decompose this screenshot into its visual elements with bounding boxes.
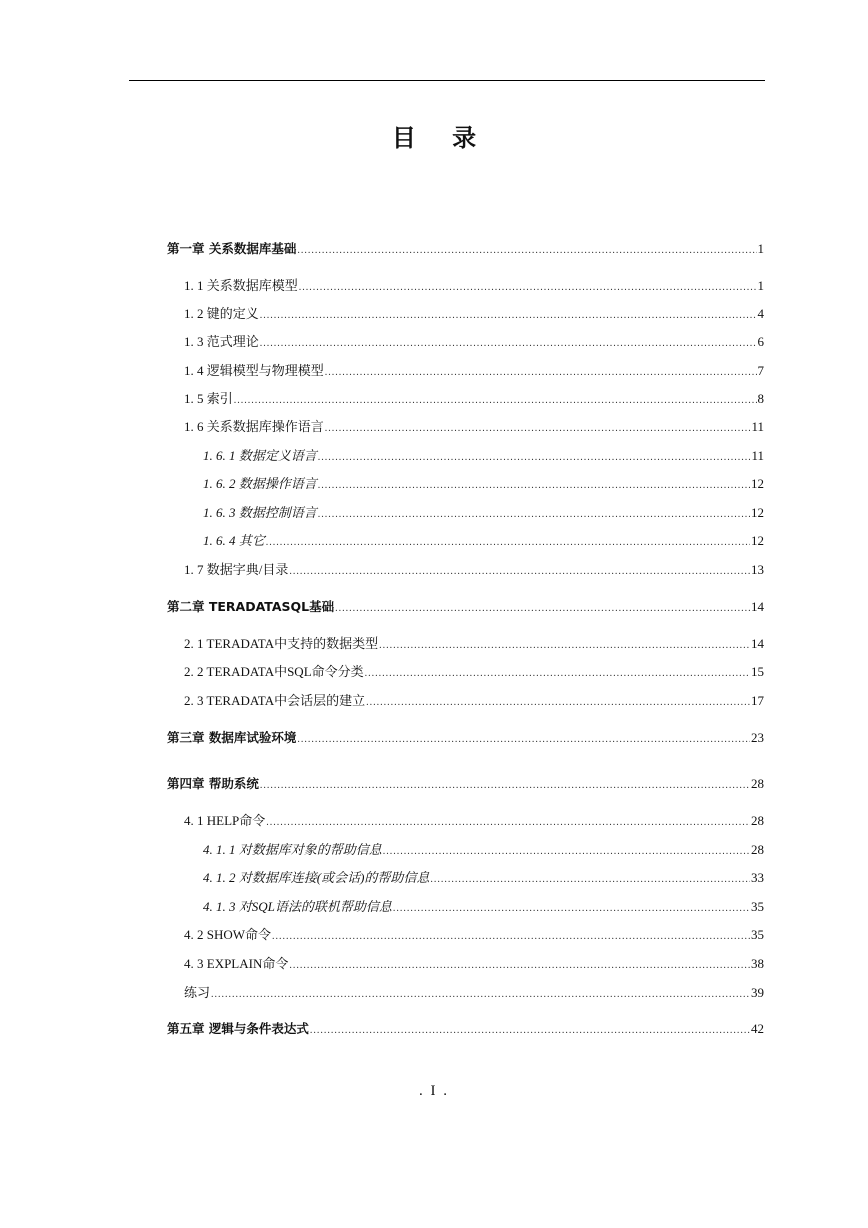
dot-leader: [266, 814, 750, 832]
dot-leader: [266, 534, 750, 552]
toc-entry-label: 1. 6. 2 数据操作语言: [203, 476, 317, 491]
toc-entry-4-1[interactable]: [184, 812, 764, 832]
toc-entry-label: 1. 6. 3 数据控制语言: [203, 505, 317, 520]
toc-entry-1-6[interactable]: [184, 418, 764, 438]
toc-entry-label: 1. 4 逻辑模型与物理模型: [184, 363, 324, 378]
toc-entry-4-1-1[interactable]: [203, 841, 764, 861]
toc-entry-page: 12: [751, 533, 764, 548]
toc-entry-page: 17: [751, 693, 764, 708]
toc-entry-label: 4. 1 HELP命令: [184, 813, 266, 828]
toc-entry-label: 1. 3 范式理论: [184, 334, 259, 349]
toc-entry-label: 1. 7 数据字典/目录: [184, 562, 289, 577]
toc-entry-1-7[interactable]: [184, 561, 764, 581]
dot-leader: [383, 843, 750, 861]
toc-entry-page: 1: [757, 278, 764, 293]
toc-entry-label: 第四章 帮助系统: [167, 776, 259, 791]
toc-entry-1-1[interactable]: [184, 277, 764, 297]
toc-entry-page: 33: [751, 870, 764, 885]
toc-entry-4-1-2[interactable]: [203, 869, 764, 889]
toc-entry-4-2[interactable]: [184, 926, 764, 946]
toc-entry-page: 7: [757, 363, 764, 378]
toc-entry-4-3[interactable]: [184, 955, 764, 975]
toc-entry-page: 28: [751, 842, 764, 857]
dot-leader: [297, 731, 750, 749]
toc-entry-1-6-2[interactable]: [203, 475, 764, 495]
toc-entry-page: 15: [751, 664, 764, 679]
toc-entry-page: 4: [757, 306, 764, 321]
dot-leader: [430, 871, 750, 889]
toc-entry-label: 1. 6. 4 其它: [203, 533, 265, 548]
toc-entry-label: 4. 1. 2 对数据库连接(或会话)的帮助信息: [203, 870, 430, 885]
toc-entry-page: 13: [751, 562, 764, 577]
dot-leader: [260, 307, 757, 325]
toc-entry-page: 11: [751, 419, 764, 434]
toc-entry-page: 1: [757, 241, 764, 256]
dot-leader: [335, 600, 750, 618]
dot-leader: [297, 242, 756, 260]
dot-leader: [211, 986, 750, 1004]
toc-entry-label: 第五章 逻辑与条件表达式: [167, 1021, 309, 1036]
toc-entry-1-6-4[interactable]: [203, 532, 764, 552]
toc-entry-label: 1. 5 索引: [184, 391, 233, 406]
dot-leader: [393, 900, 750, 918]
dot-leader: [325, 420, 751, 438]
toc-entry-page: 28: [751, 813, 764, 828]
dot-leader: [318, 477, 750, 495]
toc-entry-4-1-3[interactable]: [203, 898, 764, 918]
dot-leader: [289, 563, 750, 581]
dot-leader: [310, 1022, 750, 1040]
toc-entry-label: 2. 1 TERADATA中支持的数据类型: [184, 636, 379, 651]
toc-entry-chapter-1[interactable]: [167, 240, 764, 260]
dot-leader: [365, 665, 750, 683]
toc-entry-page: 12: [751, 476, 764, 491]
dot-leader: [289, 957, 750, 975]
dot-leader: [260, 777, 750, 795]
toc-entry-page: 14: [751, 636, 764, 651]
toc-entry-page: 39: [751, 985, 764, 1000]
toc-entry-label: 2. 3 TERADATA中会话层的建立: [184, 693, 366, 708]
toc-entry-chapter-4[interactable]: [167, 775, 764, 795]
toc-entry-page: 11: [751, 448, 764, 463]
toc-entry-label: 第三章 数据库试验环境: [167, 730, 297, 745]
toc-entry-label: 1. 1 关系数据库模型: [184, 278, 298, 293]
toc-entry-label: 1. 2 键的定义: [184, 306, 259, 321]
toc-entry-page: 12: [751, 505, 764, 520]
toc-entry-exercises[interactable]: [184, 984, 764, 1004]
toc-entry-1-3[interactable]: [184, 333, 764, 353]
page-title: 目 录: [391, 124, 491, 152]
toc-entry-label: 1. 6 关系数据库操作语言: [184, 419, 324, 434]
dot-leader: [234, 392, 757, 410]
toc-entry-page: 35: [751, 899, 764, 914]
dot-leader: [272, 928, 750, 946]
toc-entry-page: 23: [751, 730, 764, 745]
toc-entry-label: 4. 1. 3 对SQL语法的联机帮助信息: [203, 899, 392, 914]
dot-leader: [325, 364, 757, 382]
toc-entry-chapter-3[interactable]: [167, 729, 764, 749]
dot-leader: [366, 694, 750, 712]
dot-leader: [260, 335, 757, 353]
toc-entry-chapter-5[interactable]: [167, 1020, 764, 1040]
toc-entry-2-3[interactable]: [184, 692, 764, 712]
toc-entry-1-6-1[interactable]: [203, 447, 764, 467]
toc-entry-label: 第二章 TERADATASQL基础: [167, 599, 335, 614]
toc-entry-page: 28: [751, 776, 764, 791]
dot-leader: [379, 637, 750, 655]
toc-entry-1-5[interactable]: [184, 390, 764, 410]
toc-entry-page: 35: [751, 927, 764, 942]
toc-entry-page: 38: [751, 956, 764, 971]
toc-entry-1-2[interactable]: [184, 305, 764, 325]
toc-entry-label: 4. 3 EXPLAIN命令: [184, 956, 289, 971]
toc-entry-2-2[interactable]: [184, 663, 764, 683]
toc-entry-1-4[interactable]: [184, 362, 764, 382]
dot-leader: [299, 279, 757, 297]
toc-entry-page: 42: [751, 1021, 764, 1036]
toc-entry-2-1[interactable]: [184, 635, 764, 655]
toc-entry-page: 14: [751, 599, 764, 614]
page-number-footer: . I .: [419, 1083, 449, 1099]
toc-entry-1-6-3[interactable]: [203, 504, 764, 524]
toc-entry-label: 2. 2 TERADATA中SQL命令分类: [184, 664, 364, 679]
dot-leader: [318, 449, 751, 467]
toc-entry-label: 练习: [184, 985, 211, 1000]
toc-entry-label: 1. 6. 1 数据定义语言: [203, 448, 317, 463]
toc-entry-page: 6: [757, 334, 764, 349]
toc-entry-label: 第一章 关系数据库基础: [167, 241, 297, 256]
dot-leader: [318, 506, 750, 524]
toc-entry-chapter-2[interactable]: [167, 598, 764, 618]
toc-entry-label: 4. 2 SHOW命令: [184, 927, 272, 942]
toc-entry-page: 8: [757, 391, 764, 406]
toc-entry-label: 4. 1. 1 对数据库对象的帮助信息: [203, 842, 382, 857]
